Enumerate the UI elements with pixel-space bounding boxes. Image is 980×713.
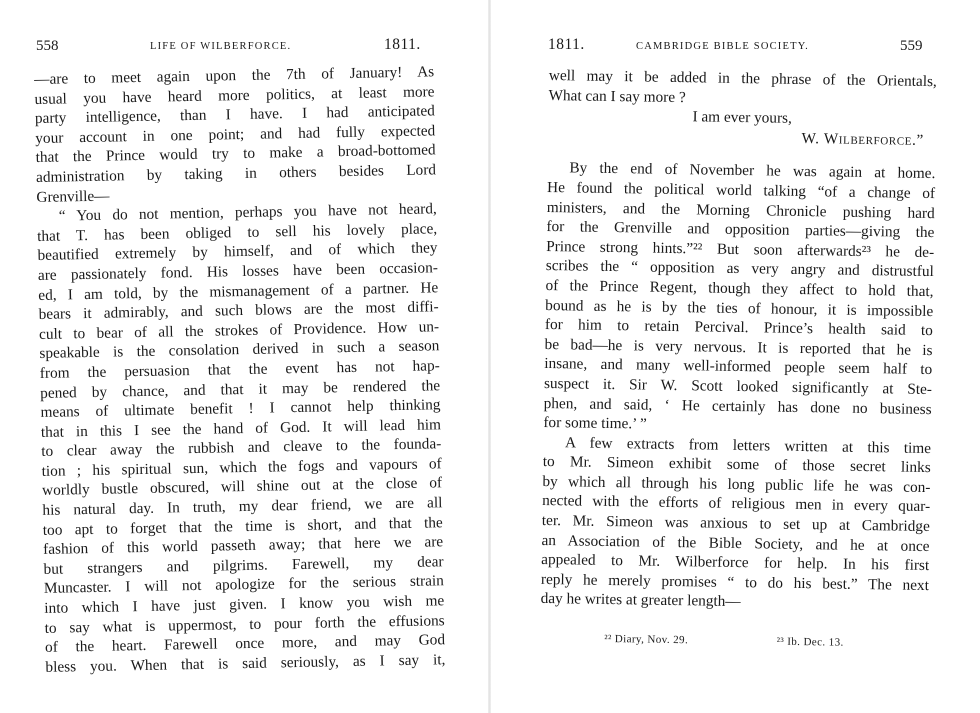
text-line: an Association of the Bible Society, and he at once: [541, 531, 930, 555]
right-page-body: [540, 66, 937, 655]
text-line: bears it admirably, and such blows are the most diffi-: [38, 298, 439, 324]
text-line: his natural day. In truth, my dear friend, we are all: [42, 494, 443, 519]
running-title: CAMBRIDGE BIBLE SOCIETY.: [636, 41, 809, 52]
text-line: too apt to forget that the time is short, and that the: [42, 513, 443, 539]
text-line: Muncaster. I will not apologize for the serious strain: [43, 572, 445, 598]
text-line: What can I say more ?: [548, 86, 686, 106]
text-line: A few extracts from letters written at this time: [564, 433, 932, 457]
year-heading: 1811.: [548, 36, 585, 53]
text-line: that the Prince would try to make a broad-bottomed: [35, 141, 436, 167]
text-line: of the Prince Regent, though they affect to hold that,: [545, 276, 934, 301]
text-line: to say what is uppermost, to pour forth the effusions: [44, 611, 445, 637]
text-line: “ You do not mention, perhaps you have not heard,: [58, 200, 437, 225]
text-line: for some time.’ ”: [543, 414, 647, 433]
text-line: administration by taking in others besides Lord: [35, 161, 437, 186]
text-line: ed, I am told, by the mismanagement of a partner. He: [38, 278, 439, 304]
text-line: usual you have heard more politics, at least more: [34, 82, 435, 108]
page-number: 558: [36, 38, 59, 54]
text-line: your account in one point; and had fully expected: [35, 122, 436, 147]
text-line: by which all through his long public life he was con-: [542, 472, 931, 496]
text-line: cult to bear of all the strokes of Providence. How un-: [38, 317, 440, 343]
footnote: ²² Diary, Nov. 29.: [604, 632, 689, 647]
text-line: reply he merely promises “ to do his best.” The next: [540, 570, 930, 594]
text-line: Grenville—: [36, 187, 110, 206]
text-line: ministers, and the Morning Chronicle pushing hard: [546, 198, 935, 222]
letter-signature: W. Wilberforce.”: [801, 129, 925, 149]
text-line: of the heart. Farewell once more, and may God: [44, 631, 446, 657]
text-line: bound as he is by the ties of honour, it is impossible: [545, 296, 934, 320]
right-page: [490, 0, 980, 713]
year-heading: 1811.: [384, 36, 421, 53]
text-line: By the end of November he was again at home.: [569, 159, 936, 183]
text-line: worldly bustle obscured, will shine out at the close of: [41, 474, 443, 500]
text-line: bless you. When that is said seriously, as I say it,: [45, 651, 446, 676]
footnotes: [540, 629, 928, 655]
running-title: LIFE OF WILBERFORCE.: [150, 41, 292, 52]
text-line: appealed to Mr. Wilberforce for help. In his first: [541, 551, 930, 575]
text-line: fashion of this world passeth away; that here we are: [43, 533, 444, 559]
text-line: for the Grenville and opposition parties—giving the: [546, 218, 935, 242]
page-number: 559: [900, 38, 923, 54]
text-line: tion ; his spiritual sun, which the fogs and vapours of: [41, 455, 442, 480]
text-line: scribes the “ opposition as very angry and distrustful: [545, 257, 934, 281]
text-line: into which I have just given. I know you wish me: [44, 592, 445, 617]
footnote: ²³ Ib. Dec. 13.: [776, 635, 844, 649]
left-page-header: [0, 36, 490, 56]
text-line: insane, and many well-informed people seem half to: [544, 355, 933, 379]
text-line: to clear away the rubbish and cleave to the founda-: [41, 435, 442, 461]
text-line: to Mr. Simeon exhibit some of those secret links: [542, 453, 931, 477]
text-line: well may it be added in the phrase of the Orientals,: [548, 66, 937, 91]
text-line: that T. has been obliged to sell his lovely place,: [37, 220, 438, 245]
right-page-header: [490, 36, 980, 56]
text-line: means of ultimate benefit ! I cannot help thinking: [40, 396, 441, 422]
left-page-body: [34, 62, 446, 677]
text-line: but strangers and pilgrims. Farewell, my dear: [43, 553, 444, 578]
text-line: Prince strong hints.”²² But soon afterwards²³ he de-: [546, 237, 935, 261]
text-line: —are to meet again upon the 7th of January! As: [34, 63, 435, 88]
text-line: suspect it. Sir W. Scott looked significantly at Ste-: [543, 374, 933, 398]
text-line: from the persuasion that the event has not hap-: [39, 357, 440, 382]
text-line: for him to retain Percival. Prince’s health said to: [544, 316, 934, 340]
text-line: speakable is the consolation derived in such a season: [39, 337, 440, 363]
text-line: day he writes at greater length—: [540, 590, 741, 611]
text-line: He found the political world talking “of a change of: [546, 178, 936, 203]
text-line: pened by chance, and that it may be rendered the: [40, 376, 441, 402]
text-line: beautified extremely by himself, and of which they: [37, 239, 438, 265]
text-line: be bad—he is very nervous. It is reported that he is: [544, 335, 933, 359]
text-line: ter. Mr. Simeon was anxious to set up at Cambridge: [541, 512, 930, 536]
text-line: nected with the efforts of religious men in every quar-: [542, 492, 931, 516]
letter-closing: I am ever yours,: [692, 108, 793, 128]
text-line: party intelligence, than I have. I had anticipated: [34, 102, 436, 128]
text-line: are passionately fond. His losses have been occasion-: [37, 259, 439, 284]
text-line: phen, and said, ‘ He certainly has done no business: [543, 394, 932, 418]
text-line: that in this I see the hand of God. It will lead him: [40, 415, 442, 441]
